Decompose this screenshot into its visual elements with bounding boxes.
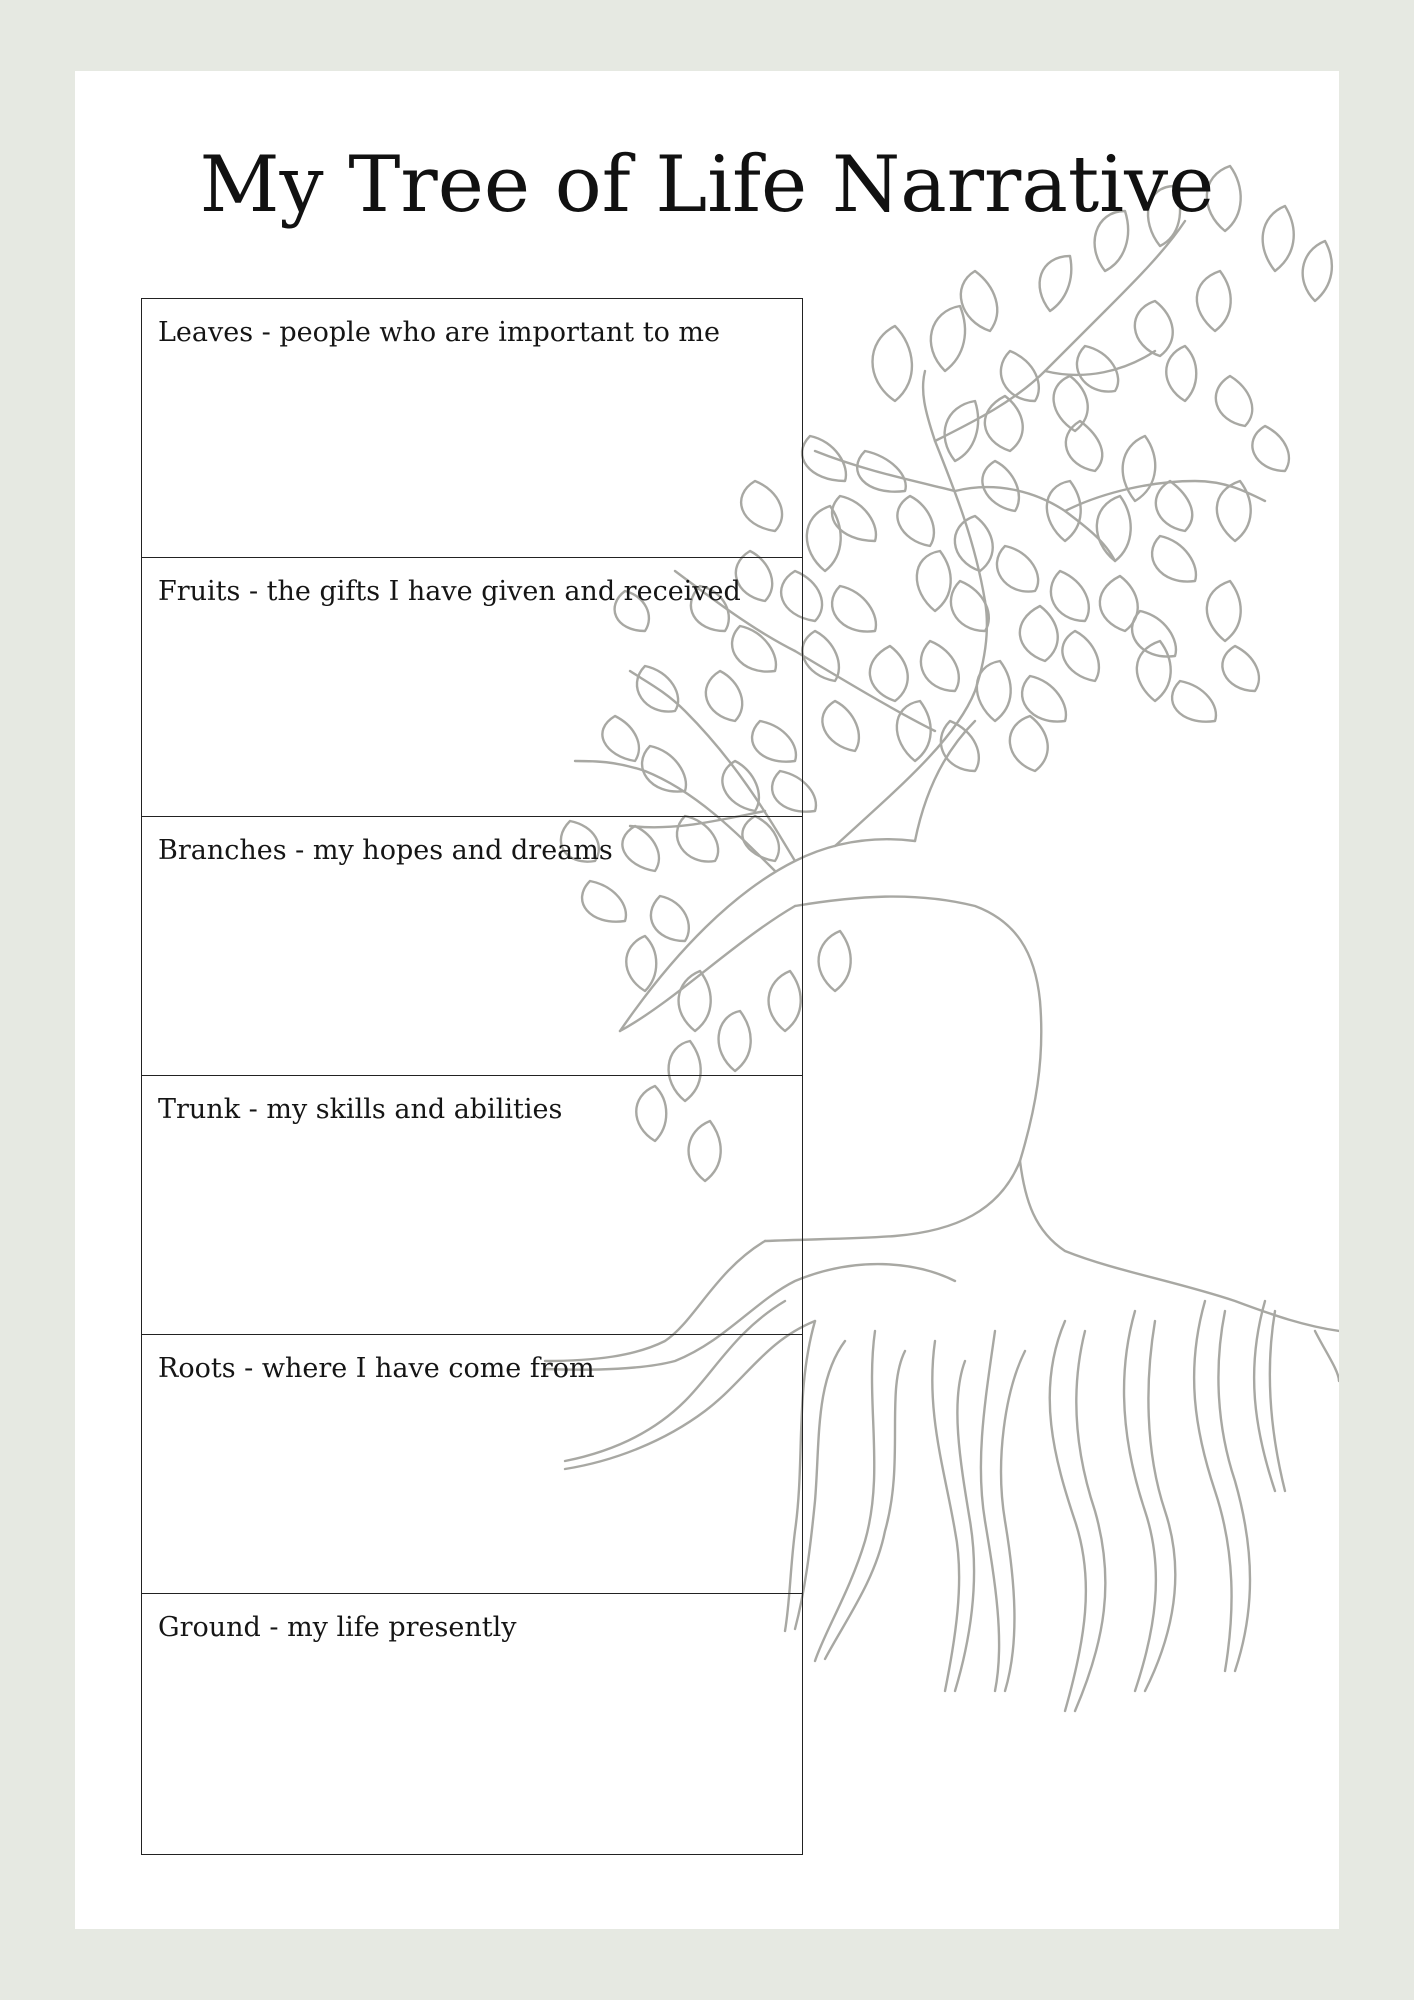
section-roots[interactable] (142, 1335, 802, 1594)
root (981, 1331, 1025, 1691)
branch (835, 601, 987, 846)
leaf (1020, 606, 1058, 661)
section-roots-label: Roots - where I have come from (158, 1353, 595, 1384)
leaf (1132, 611, 1176, 657)
tree-trunk (765, 897, 1041, 1241)
leaf (1040, 256, 1072, 311)
section-leaves-label: Leaves - people who are important to me (158, 317, 721, 348)
page-title: My Tree of Life Narrative (199, 140, 1215, 230)
leaf (955, 516, 993, 571)
leaf (1303, 241, 1332, 301)
leaf (832, 496, 876, 541)
branch (795, 651, 935, 731)
leaf (977, 661, 1011, 721)
leaf (1166, 346, 1196, 401)
leaf (1022, 676, 1066, 722)
leaf (997, 546, 1038, 592)
leaf (1152, 536, 1196, 582)
leaf (1051, 571, 1089, 621)
leaf (857, 451, 906, 492)
section-trunk-label: Trunk - my skills and abilities (158, 1094, 563, 1125)
leaf (1066, 421, 1102, 471)
leaf (870, 646, 908, 701)
leaf (1252, 426, 1289, 471)
section-branches[interactable] (142, 817, 802, 1076)
section-branches-label: Branches - my hopes and dreams (158, 835, 613, 866)
worksheet-page (75, 71, 1339, 1929)
leaf (1010, 716, 1048, 771)
leaf (897, 701, 931, 761)
branch (955, 487, 1115, 561)
leaf (1197, 271, 1231, 331)
leaf (1062, 631, 1099, 681)
narrative-table (141, 298, 803, 1855)
leaf (1172, 681, 1216, 722)
leaf (1123, 436, 1156, 501)
section-fruits[interactable] (142, 558, 802, 817)
root (932, 1341, 974, 1691)
root (815, 1331, 905, 1661)
leaf (1135, 301, 1173, 356)
section-fruits-label: Fruits - the gifts I have given and received (158, 576, 741, 607)
section-ground[interactable] (142, 1594, 802, 1854)
leaf (832, 586, 876, 632)
leaf (819, 931, 851, 991)
leaf (1137, 641, 1171, 701)
leaf (873, 326, 912, 401)
leaf (941, 721, 979, 771)
root (1194, 1301, 1250, 1671)
section-leaves[interactable] (142, 299, 802, 558)
leaf (1156, 481, 1192, 531)
leaf (931, 306, 965, 371)
leaf (807, 506, 841, 571)
leaf (802, 436, 846, 481)
root (1315, 1331, 1339, 1381)
leaf (921, 641, 959, 691)
section-ground-label: Ground - my life presently (158, 1612, 517, 1643)
leaf (897, 496, 934, 546)
root (1050, 1321, 1106, 1711)
leaf (917, 551, 951, 611)
section-trunk[interactable] (142, 1076, 802, 1335)
leaf (1097, 496, 1131, 561)
leaf (1216, 376, 1252, 426)
leaf (822, 701, 859, 751)
leaf (1217, 481, 1251, 541)
leaf (961, 271, 997, 331)
leaf (1077, 346, 1118, 392)
root-base (1020, 1161, 1339, 1331)
branch (815, 451, 955, 491)
leaf (1222, 646, 1259, 691)
root (1124, 1311, 1175, 1691)
leaf (945, 401, 978, 461)
root (1254, 1301, 1285, 1491)
leaf (1207, 581, 1241, 641)
